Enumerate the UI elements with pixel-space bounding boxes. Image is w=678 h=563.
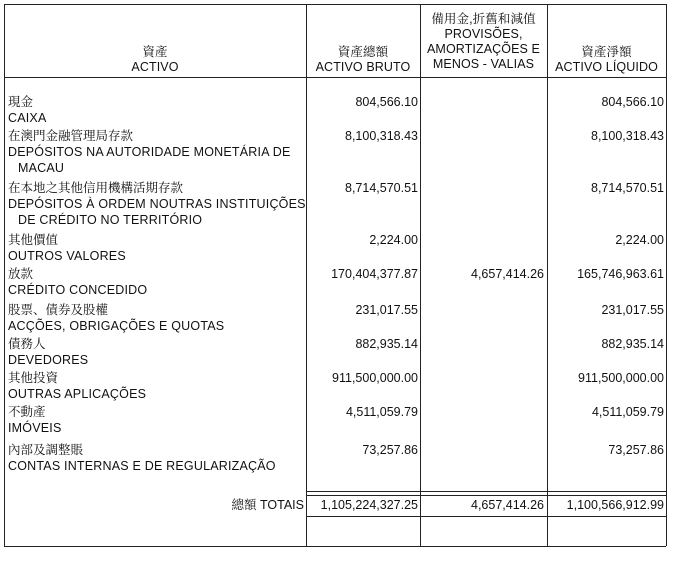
row-label-pt: IMÓVEIS [8, 421, 62, 435]
cell-activo-bruto: 911,500,000.00 [332, 371, 418, 385]
row-label-pt-cont: MACAU [18, 161, 65, 175]
row-label-zh: 在澳門金融管理局存款 [8, 129, 134, 143]
header-prov-pt-3: MENOS - VALIAS [432, 57, 535, 71]
header-provisoes [420, 12, 547, 72]
header-prov-pt-1: PROVISÕES, [444, 27, 523, 41]
row-label-pt: OUTRAS APLICAÇÕES [8, 387, 147, 401]
cell-activo-liquido: 4,511,059.79 [591, 405, 664, 419]
cell-activo-bruto: 4,511,059.79 [345, 405, 418, 419]
row-label-zh: 股票、債券及股權 [8, 303, 109, 317]
header-prov-pt-2: AMORTIZAÇÕES E [427, 42, 540, 56]
row-label [8, 404, 304, 436]
row-label [8, 266, 304, 298]
cell-activo-liquido: 231,017.55 [601, 303, 664, 317]
cell-activo-bruto: 2,224.00 [369, 233, 418, 247]
header-rule [4, 77, 666, 78]
header-liquido-zh: 資產淨額 [581, 45, 632, 59]
left-border [4, 4, 5, 546]
totals-rule [306, 516, 666, 517]
cell-activo-bruto: 882,935.14 [355, 337, 418, 351]
header-activo-zh: 資產 [142, 45, 168, 59]
header-bruto-zh: 資產總額 [337, 45, 389, 59]
row-label-zh: 內部及調整賬 [8, 443, 84, 457]
cell-activo-bruto: 73,257.86 [362, 443, 418, 457]
row-label-zh: 其他價值 [8, 233, 59, 247]
cell-activo-liquido: 911,500,000.00 [578, 371, 664, 385]
header-activo-pt: ACTIVO [131, 60, 179, 74]
totals-double-rule [306, 491, 666, 496]
row-label-zh: 放款 [8, 267, 34, 281]
header-liquido-pt: ACTIVO LÍQUIDO [555, 60, 658, 74]
row-label-pt: CRÉDITO CONCEDIDO [8, 283, 148, 297]
row-label [8, 336, 304, 368]
cell-provisoes: 4,657,414.26 [471, 267, 544, 281]
row-label [8, 442, 304, 474]
cell-activo-liquido: 2,224.00 [615, 233, 664, 247]
right-border [666, 4, 667, 546]
header-prov-zh: 備用金,折舊和減值 [431, 12, 536, 26]
row-label [8, 370, 304, 402]
total-activo-liquido: 1,100,566,912.99 [566, 498, 664, 512]
row-label-zh: 現金 [8, 95, 34, 109]
header-bruto-pt: ACTIVO BRUTO [315, 60, 411, 74]
total-provisoes: 4,657,414.26 [471, 498, 544, 512]
row-label-pt: CONTAS INTERNAS E DE REGULARIZAÇÃO [8, 459, 276, 473]
totals-label: 總額 TOTAIS [231, 498, 304, 512]
header-activo [4, 45, 306, 75]
cell-activo-liquido: 882,935.14 [601, 337, 664, 351]
row-label-pt: ACÇÕES, OBRIGAÇÕES E QUOTAS [8, 319, 225, 333]
total-activo-bruto: 1,105,224,327.25 [320, 498, 418, 512]
row-label-zh: 其他投資 [8, 371, 59, 385]
row-label-pt: DEPÓSITOS À ORDEM NOUTRAS INSTITUIÇÕES [8, 197, 306, 211]
header-activo-bruto [306, 45, 420, 75]
cell-activo-liquido: 8,100,318.43 [591, 129, 664, 143]
top-border [4, 4, 666, 5]
cell-activo-bruto: 8,714,570.51 [345, 181, 418, 195]
cell-activo-bruto: 231,017.55 [355, 303, 418, 317]
row-label [8, 180, 304, 228]
row-label-zh: 在本地之其他信用機構活期存款 [8, 181, 184, 195]
row-label-zh: 不動產 [8, 405, 46, 419]
cell-activo-bruto: 8,100,318.43 [345, 129, 418, 143]
row-label-zh: 債務人 [8, 337, 46, 351]
cell-activo-liquido: 8,714,570.51 [591, 181, 664, 195]
header-activo-liquido [547, 45, 666, 75]
row-label-pt-cont: DE CRÉDITO NO TERRITÓRIO [18, 213, 203, 227]
cell-activo-liquido: 165,746,963.61 [577, 267, 664, 281]
row-label-pt: DEVEDORES [8, 353, 89, 367]
row-label-pt: CAIXA [8, 111, 47, 125]
row-label [8, 232, 304, 264]
cell-activo-liquido: 804,566.10 [601, 95, 664, 109]
cell-activo-bruto: 170,404,377.87 [331, 267, 418, 281]
bottom-border [4, 546, 666, 547]
row-label [8, 128, 304, 176]
row-label [8, 94, 304, 126]
row-label-pt: DEPÓSITOS NA AUTORIDADE MONETÁRIA DE [8, 145, 291, 159]
cell-activo-bruto: 804,566.10 [355, 95, 418, 109]
cell-activo-liquido: 73,257.86 [608, 443, 664, 457]
row-label-pt: OUTROS VALORES [8, 249, 126, 263]
row-label [8, 302, 304, 334]
